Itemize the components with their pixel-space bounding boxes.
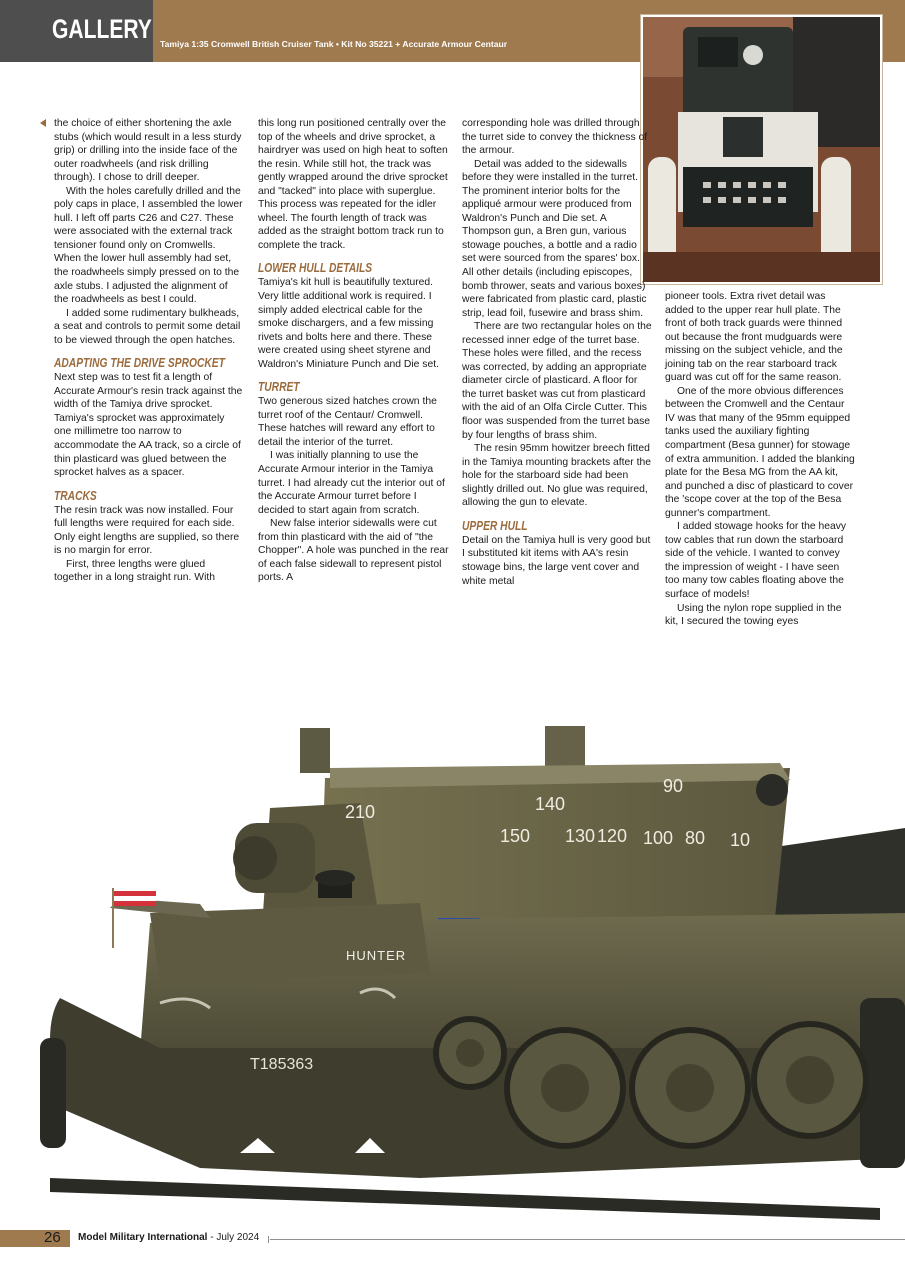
paragraph: pioneer tools. Extra rivet detail was added to the upper rear hull plate. The front of both track guards were thinned out because the front mudguards were missing on the subject vehicle, and the joining tab on the rear starboard track guard was cut off for the same reason.: [665, 291, 843, 384]
issue-date: - July 2024: [207, 1232, 260, 1243]
section-heading: UPPER HULL: [462, 518, 528, 533]
paragraph: I added some rudimentary bulkheads, a seat and controls to permit some detail to be viewed through the open hatches.: [54, 307, 241, 346]
scale-number: 100: [643, 828, 674, 848]
tank-model-art: [0, 708, 905, 1236]
section-heading: TRACKS: [54, 488, 97, 503]
paragraph: With the holes carefully drilled and the poly caps in place, I assembled the lower hull. I left off parts C26 and C27. These were associated with the external track tensioner found only on Cromwells. When the lower hull assembly had set, the roadwheels simply pressed on to the axle stubs. I adjusted the alignment of the roadwheels as best I could.: [54, 185, 243, 306]
section-heading: LOWER HULL DETAILS: [258, 261, 373, 276]
workbench-photo-art: [643, 17, 880, 282]
paragraph: Tamiya's kit hull is beautifully textured. Very little additional work is required. I simply added electrical cable for the smoke dischargers, and a few missing rivets and bolts here and there. These were created using sheet styrene and Waldron's Miniature Punch and Die set.: [258, 277, 439, 370]
section-heading: TURRET: [258, 380, 300, 395]
scale-number: 80: [685, 828, 706, 848]
hull-serial-number: T185363: [250, 1056, 314, 1073]
article-column-2: [258, 117, 450, 585]
workbench-photo: [641, 15, 882, 284]
paragraph: Detail was added to the sidewalls before they were installed in the turret. The prominent interior bolts for the appliqué armour were produced from Waldron's Punch and Die set. A Thompson gun, a Bren gun, various stowage pouches, a bottle and a radio set were sourced from the spares' box. All other details (including episcopes, bomb thrower, seats and various boxes) were fabricated from plastic card, plastic strip, lead foil, fusewire and brass shim.: [462, 158, 647, 319]
article-column-3: [462, 117, 652, 588]
footer-rule-tick: [268, 1236, 269, 1243]
footer-credit: [78, 1232, 259, 1243]
hull-name-plate: HUNTER: [346, 948, 407, 963]
tank-model-photo: [0, 708, 905, 1236]
section-heading: ADAPTING THE DRIVE SPROCKET: [54, 356, 225, 371]
paragraph: Using the nylon rope supplied in the kit, I secured the towing eyes: [665, 602, 842, 628]
article-column-1: [54, 117, 244, 585]
scale-number: 150: [500, 826, 531, 846]
page-number: 26: [44, 1229, 61, 1246]
paragraph: There are two rectangular holes on the recessed inner edge of the turret base. These holes were filled, and the recess was corrected, by adding an appropriate diameter circle of plasticard. A floor for the turret basket was cut from plasticard with the aid of an Olfa Circle Cutter. This floor was suspended from the turret base by four lengths of brass shim.: [462, 321, 652, 441]
paragraph: Detail on the Tamiya hull is very good but I substituted kit items with AA's resin stowage bins, the large vent cover and white metal: [462, 534, 651, 587]
paragraph: First, three lengths were glued together in a long straight run. With: [54, 558, 215, 584]
paragraph: this long run positioned centrally over the top of the wheels and drive sprocket, a hairdryer was used on high heat to soften the resin. While still hot, the track was gently wrapped around the drive sprocket and "tacked" into place with superglue. This process was repeated for the idler wheel. The fourth length of track was added as the straight bottom track run to complete the track.: [258, 118, 448, 251]
paragraph: the choice of either shortening the axle stubs (which would result in a less sturdy grip) or drilling into the inside face of the outer roadwheels (and risk drilling through). I chose to drill deeper.: [54, 118, 242, 184]
scale-number: 90: [663, 776, 684, 796]
scale-number: 210: [345, 802, 376, 822]
continued-arrow-icon: [40, 119, 46, 127]
paragraph: Next step was to test fit a length of Accurate Armour's resin track against the width of the Tamiya drive sprocket. Tamiya's sprocket was approximately one millimetre too narrow to accommodate the AA track, so a circle of thin plasticard was glued between the sprocket halves as a spacer.: [54, 372, 243, 479]
paragraph: The resin track was now installed. Four full lengths were required for each side. Only eight lengths are supplied, so there is no margin for error.: [54, 504, 240, 557]
paragraph: The resin 95mm howitzer breech fitted in the Tamiya mounting brackets after the hole for the starboard side had been slightly drilled out. No glue was required, allowing the gun to elevate.: [462, 443, 651, 509]
magazine-title: Model Military International: [78, 1232, 208, 1243]
paragraph: corresponding hole was drilled through the turret side to convey the thickness of the armour.: [462, 118, 648, 157]
paragraph: Two generous sized hatches crown the turret roof of the Centaur/ Cromwell. These hatches will reward any effort to detail the interior of the turret.: [258, 396, 437, 448]
article-column-4: [665, 290, 855, 629]
footer-rule: [270, 1239, 905, 1240]
section-title: GALLERY: [52, 14, 152, 44]
paragraph: I added stowage hooks for the heavy tow cables that run down the starboard side of the vehicle. I wanted to convey the impression of weight - I have seen too many tow cables floating above the surface of models!: [665, 521, 847, 601]
paragraph: One of the more obvious differences between the Cromwell and the Centaur IV was that many of the 95mm equipped tanks used the auxiliary fighting compartment (Besa gunner) for stowage of extra ammunition. I added the blanking plate for the Besa MG from the AA kit, and punched a disc of plasticard to cover the 'scope cover at the top of the Besa gunner's compartment.: [665, 385, 855, 519]
scale-number: 10: [730, 830, 751, 850]
paragraph: I was initially planning to use the Accurate Armour interior in the Tamiya turret. I had already cut the interior out of the Accurate Armour turret before I decided to start again from scratch.: [258, 450, 445, 516]
section-tab: [0, 0, 153, 62]
scale-number: 120: [597, 826, 628, 846]
header-subtitle: Tamiya 1:35 Cromwell British Cruiser Tank • Kit No 35221 + Accurate Armour Centaur: [160, 39, 508, 49]
scale-number: 130: [565, 826, 596, 846]
paragraph: New false interior sidewalls were cut from thin plasticard with the aid of "the Chopper". A hole was punched in the rear of each false sidewall to represent pistol ports. A: [258, 518, 449, 584]
scale-number: 140: [535, 794, 566, 814]
